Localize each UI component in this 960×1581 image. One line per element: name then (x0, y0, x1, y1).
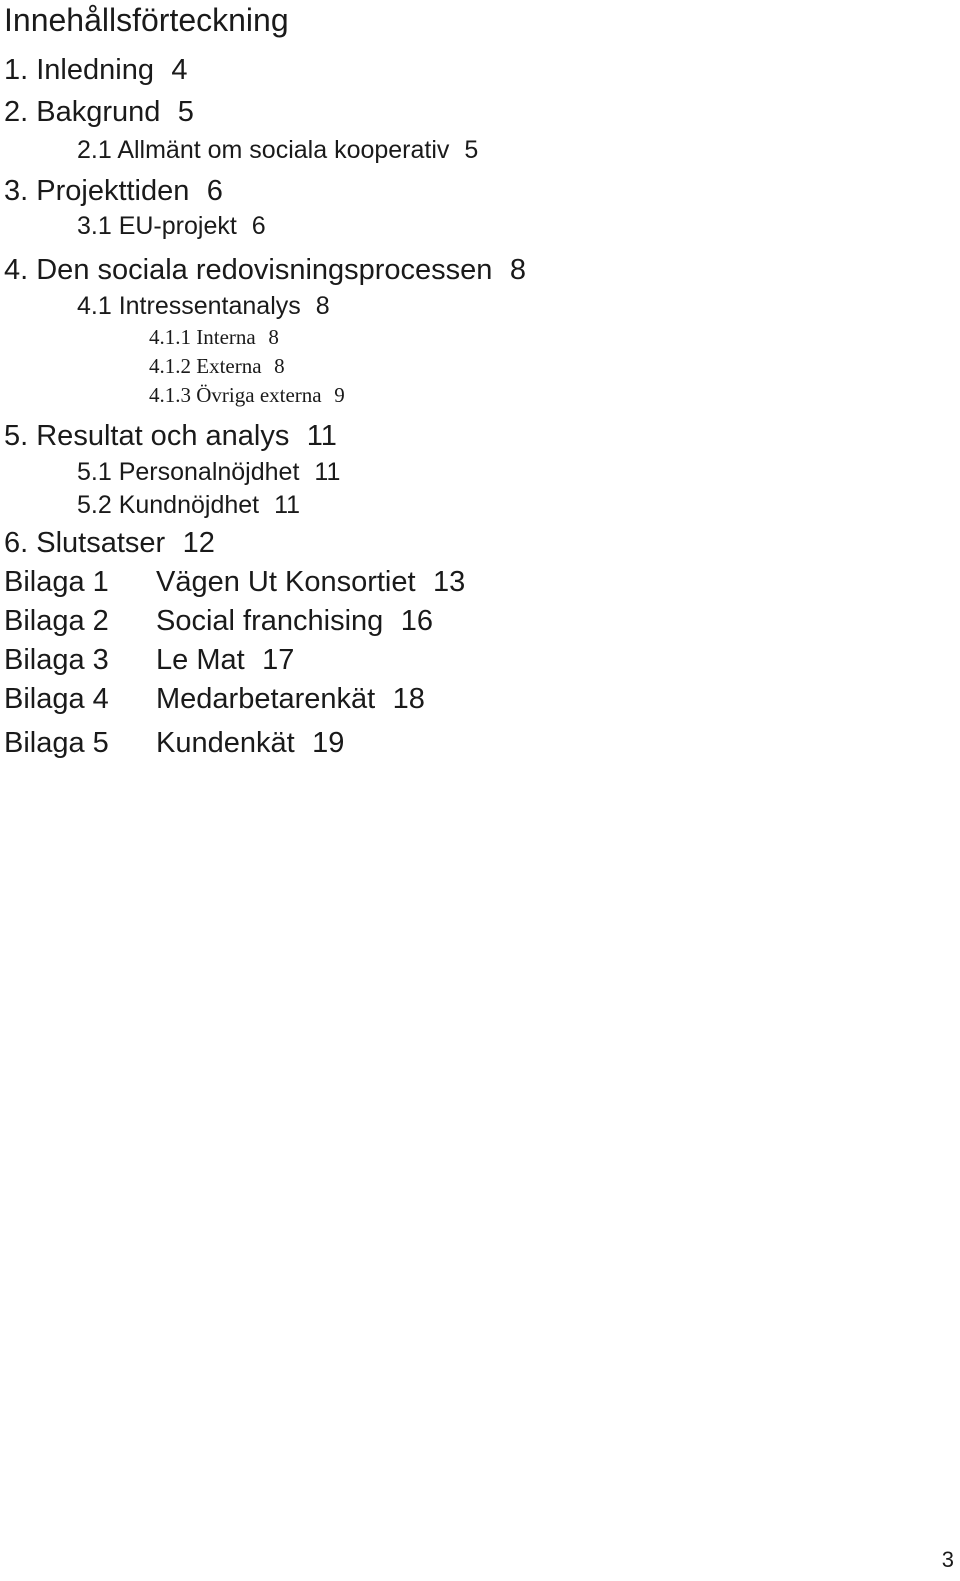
appendix-page: 13 (432, 566, 466, 598)
toc-entry[interactable] (149, 353, 285, 379)
toc-entry[interactable] (77, 490, 300, 520)
appendix-title: Social franchising (156, 605, 384, 637)
appendix-entry[interactable] (4, 643, 294, 677)
toc-entry-text: 2.1 Allmänt om sociala kooperativ (77, 136, 450, 164)
toc-entry-page: 8 (274, 354, 285, 378)
toc-entry-page: 11 (314, 458, 341, 486)
toc-entry-page: 6 (206, 175, 223, 207)
toc-entry-text: 3.1 EU-projekt (77, 212, 237, 240)
appendix-entry[interactable] (4, 726, 344, 760)
toc-entry[interactable] (4, 253, 526, 287)
appendix-page: 18 (392, 683, 425, 715)
appendix-title: Kundenkät (156, 727, 295, 759)
toc-entry[interactable] (4, 174, 223, 208)
toc-entry[interactable] (149, 324, 279, 350)
toc-entry[interactable] (149, 382, 345, 408)
toc-entry-page: 8 (509, 254, 526, 286)
appendix-title: Le Mat (156, 644, 245, 676)
appendix-label: Bilaga 1 (4, 566, 109, 598)
toc-entry[interactable] (77, 135, 478, 165)
toc-entry-text: 5.1 Personalnöjdhet (77, 458, 300, 486)
appendix-label: Bilaga 4 (4, 683, 109, 715)
toc-entry[interactable] (4, 53, 188, 87)
toc-entry-page: 6 (251, 212, 266, 240)
toc-entry[interactable] (77, 457, 340, 487)
toc-entry-page: 9 (334, 383, 345, 407)
toc-entry-page: 8 (315, 292, 330, 320)
toc-entry-text: 4. Den sociala redovisningsprocessen (4, 254, 493, 286)
toc-entry-text: 4.1 Intressentanalys (77, 292, 301, 320)
appendix-page: 19 (312, 727, 345, 759)
page-number: 3 (941, 1547, 954, 1572)
appendix-label: Bilaga 5 (4, 727, 109, 759)
toc-entry[interactable] (4, 419, 337, 453)
toc-entry-text: 2. Bakgrund (4, 96, 161, 128)
toc-entry-text: 3. Projekttiden (4, 175, 190, 207)
toc-entry-page: 4 (171, 54, 188, 86)
appendix-entry[interactable] (4, 604, 433, 638)
toc-entry[interactable] (77, 291, 330, 321)
toc-entry-text: 6. Slutsatser (4, 527, 166, 559)
appendix-page: 17 (262, 644, 295, 676)
toc-entry-text: 4.1.1 Interna (149, 325, 256, 349)
toc-entry-text: 4.1.2 Externa (149, 354, 262, 378)
toc-entry[interactable] (4, 95, 194, 129)
toc-entry-text: 4.1.3 Övriga externa (149, 383, 322, 407)
toc-entry-text: 5.2 Kundnöjdhet (77, 491, 260, 519)
toc-entry-page: 8 (268, 325, 279, 349)
appendix-label: Bilaga 3 (4, 644, 109, 676)
toc-entry-page: 11 (274, 491, 301, 519)
toc-entry-text: 5. Resultat och analys (4, 420, 290, 452)
toc-entry[interactable] (4, 526, 215, 560)
appendix-page: 16 (400, 605, 433, 637)
toc-entry[interactable] (77, 211, 266, 241)
page-title: Innehållsförteckning (4, 2, 289, 38)
appendix-label: Bilaga 2 (4, 605, 109, 637)
toc-entry-page: 12 (182, 527, 215, 559)
toc-entry-text: 1. Inledning (4, 54, 154, 86)
toc-entry-page: 5 (177, 96, 194, 128)
toc-entry-page: 5 (464, 136, 479, 164)
toc-entry-page: 11 (306, 420, 337, 452)
appendix-entry[interactable] (4, 682, 425, 716)
appendix-entry[interactable] (4, 565, 465, 599)
appendix-title: Vägen Ut Konsortiet (156, 566, 416, 598)
appendix-title: Medarbetarenkät (156, 683, 376, 715)
